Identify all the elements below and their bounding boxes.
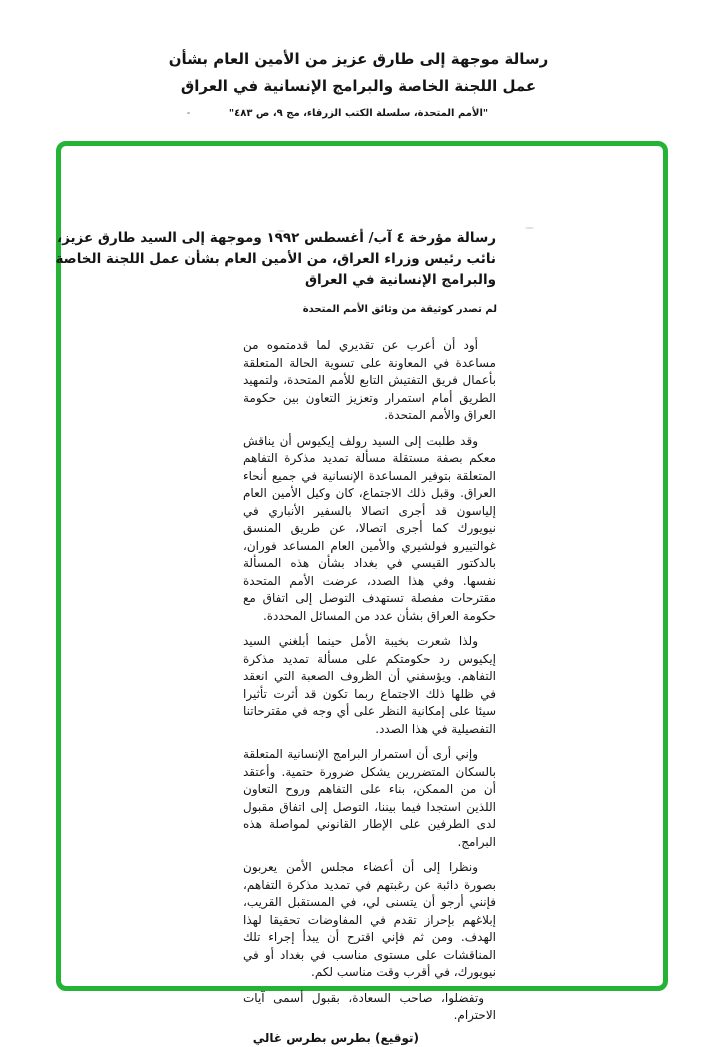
letter-paragraph-3: ولذا شعرت بخيبة الأمل حينما أبلغني السيد إيكيوس رد حكومتكم على مسألة تمديد مذكرة التفاهم. ويؤسفني أن الظروف الصعبة التي انعقد في ظلها ذلك الاجتماع ربما تكون قد أثرت تأثيرا سيئا على إمكانية النظر على أي وجه في مقترحاتنا التفصيلية في هذا الصدد. bbox=[243, 634, 496, 736]
letter-paragraph-2: وقد طلبت إلى السيد رولف إيكيوس أن يناقش معكم بصفة مستقلة مسألة تمديد مذكرة التفاهم المتعلقة بتوفير المساعدة الإنسانية في جميع أنحاء العراق. وقبل ذلك الاجتماع، كان وكيل الأمين العام إلياسون قد أجرى اتصالا بالسفير الأنباري في نيويورك كما أجرى اتصالا، عن طريق المنسق غوالتييرو فولشيري والأمين العام المساعد فوران، بالدكتور القيسي في بغداد بشأن هذه المسألة نفسها. وفي هذا الصدد، عرضت الأمم المتحدة مقترحات مفصلة تستهدف التوصل إلى اتفاق مع حكومة العراق بشأن عدد من المسائل المحددة. bbox=[243, 433, 496, 623]
header-source-citation: "الأمم المتحدة، سلسلة الكتب الزرقاء، مج ٩، ص ٤٨٣" bbox=[228, 108, 489, 119]
letter-title-line-2: نائب رئيس وزراء العراق، من الأمين العام بشأن عمل اللجنة الخاصة bbox=[55, 251, 496, 267]
letter-title-line-3: والبرامج الإنسانية في العراق bbox=[304, 272, 496, 288]
page-header bbox=[99, 46, 619, 120]
letter-paragraph-4: وإني أرى أن استمرار البرامج الإنسانية المتعلقة بالسكان المتضررين يشكل ضرورة حتمية. وأعتقد أن من الممكن، بناء على التفاهم وروح التعاون اللذين استجدا فيما بيننا، التوصل إلى اتفاق مقبول لدى الطرفين على الإطار القانوني لمواصلة هذه البرامج. bbox=[243, 747, 496, 849]
letter-title bbox=[55, 228, 496, 291]
header-title-line-2: عمل اللجنة الخاصة والبرامج الإنسانية في العراق bbox=[180, 77, 537, 95]
letter-closing-line: وتفضلوا، صاحب السعادة، بقبول أسمى آيات الاحترام. bbox=[243, 990, 496, 1022]
letter-title-line-1: رسالة مؤرخة ٤ آب/ أغسطس ١٩٩٢ وموجهة إلى السيد طارق عزيز، bbox=[56, 230, 496, 246]
letter-body bbox=[243, 337, 496, 1047]
letter-paragraph-1: أود أن أعرب عن تقديري لما قدمتموه من مساعدة في المعاونة على تسوية الحالة المتعلقة بأعمال فريق التفتيش التابع للأمم المتحدة، ولتمهيد الطريق أمام استمرار وتعزيز التعاون بين حكومة العراق والأمم المتحدة. bbox=[243, 338, 496, 422]
letter-note: لم تصدر كوثيقة من وثائق الأمم المتحدة bbox=[302, 304, 497, 315]
signature-line: (توقيع) بطرس بطرس غالي bbox=[252, 1030, 419, 1045]
header-title-line-1: رسالة موجهة إلى طارق عزيز من الأمين العام بشأن bbox=[168, 50, 549, 68]
scan-speckle bbox=[187, 112, 190, 114]
letter-paragraph-5: ونظرا إلى أن أعضاء مجلس الأمن يعربون بصورة دائبة عن رغبتهم في تمديد مذكرة التفاهم، فإنني أرجو أن يتسنى لي، في المستقبل القريب، إبلاغهم بإحراز تقدم في المفاوضات تحقيقا لهذا الهدف. ومن ثم فإني اقترح أن يبدأ إجراء تلك المناقشات على مستوى مناسب في بغداد أو في نيويورك، في أقرب وقت مناسب لكم. bbox=[243, 860, 496, 979]
scan-speckle bbox=[525, 227, 534, 229]
